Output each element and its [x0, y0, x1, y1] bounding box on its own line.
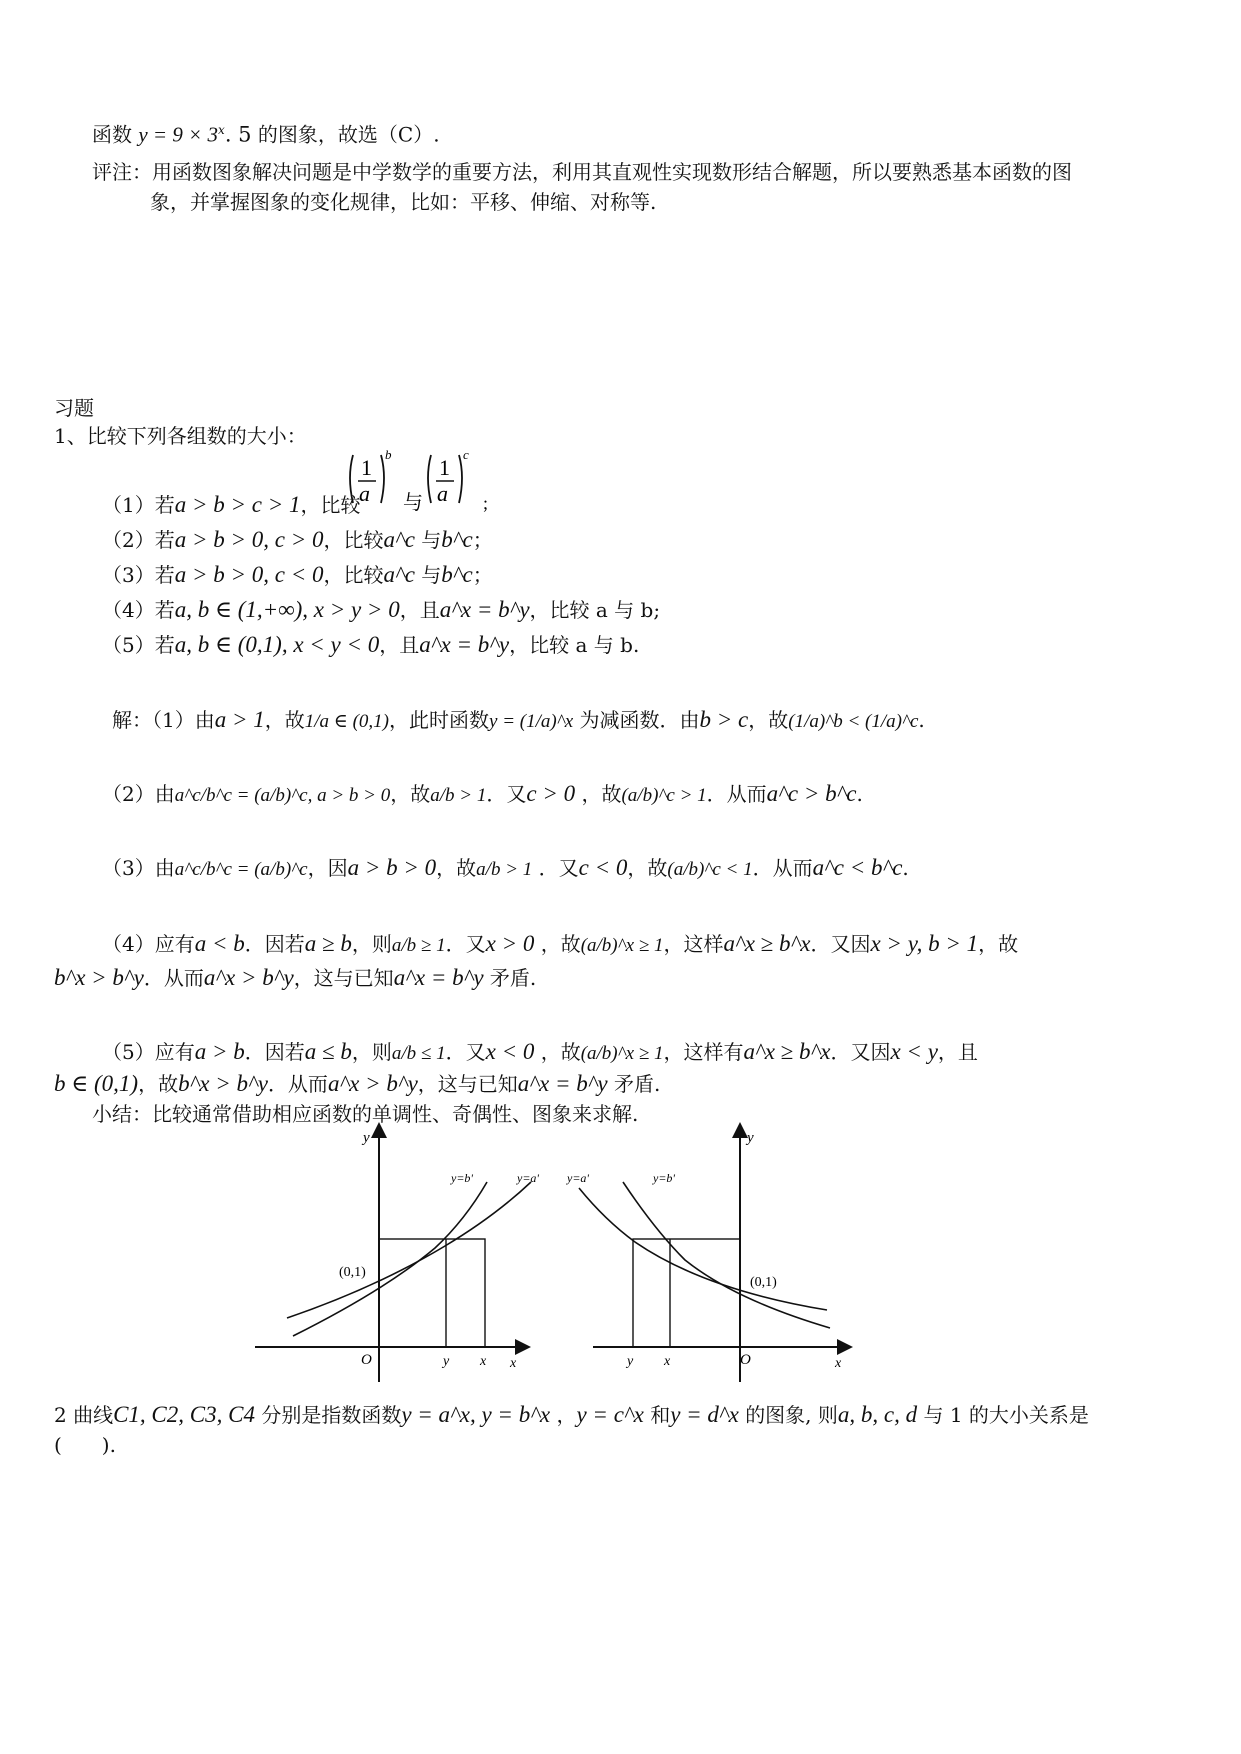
sol-text: （4）应有: [102, 932, 195, 956]
q2-math: y = c^x: [576, 1402, 644, 1427]
part-conj: ，比较 a 与 b;: [529, 598, 661, 622]
formula-tail: . 5: [224, 122, 252, 147]
text-choice: 的图象，故选（C）.: [257, 122, 440, 147]
part-expr2: b^c: [441, 527, 473, 552]
figure-left: [255, 1120, 540, 1385]
sol-text: （3）由: [102, 856, 175, 880]
sol-math: a < b: [194, 931, 245, 956]
point-label: (0,1): [339, 1265, 366, 1280]
y-axis-label: y: [747, 1130, 754, 1146]
sol-text: ．又: [538, 856, 579, 880]
sol-math: a^x ≥ b^x: [743, 1039, 831, 1064]
sol-math: a/b ≥ 1: [391, 935, 446, 956]
sol-math: (a/b)^c < 1: [667, 859, 753, 880]
x-axis-label: x: [835, 1356, 842, 1371]
sol-math: a^c > b^c: [766, 781, 857, 806]
sol-math: c > 0: [526, 781, 576, 806]
q1-part-1-exprs: [343, 447, 503, 517]
exercise-heading: 习题: [54, 396, 94, 420]
sol-math: a ≤ b: [304, 1039, 352, 1064]
q2-text: 与 1 的大小关系是: [923, 1403, 1089, 1427]
sol-text: .: [902, 856, 909, 880]
part-expr1: a^c: [383, 527, 415, 552]
sol-math: a/b > 1: [476, 859, 533, 880]
q2-math: a, b, c, d: [837, 1402, 918, 1427]
sol-math: b^x > b^y: [54, 965, 144, 990]
part-expr2: b^c: [441, 562, 473, 587]
q1-part-3: [102, 563, 493, 587]
sol-math: a > 1: [214, 707, 265, 732]
svg-text:c: c: [463, 447, 469, 462]
part-expr1: a^x = b^y: [419, 632, 510, 657]
q2-text: 的图象, 则: [745, 1403, 838, 1427]
sol-text: ，此时函数: [389, 708, 490, 732]
x-axis-label: x: [510, 1356, 517, 1371]
sol-text: （5）应有: [102, 1040, 195, 1064]
curve-b-label: y=b': [451, 1171, 473, 1185]
sol-math: x < 0: [485, 1039, 535, 1064]
intro-line-1: 函数 $y = 9 \times 3^x$. 5 的图象，故选（C）.: [92, 122, 440, 147]
part-expr1: a^c: [383, 562, 415, 587]
sol-math: a/b > 1: [430, 785, 487, 806]
curve-a-label: y=a': [567, 1171, 589, 1185]
sol-math: (a/b)^x ≥ 1: [580, 1043, 664, 1064]
q1-part-1: [102, 493, 361, 517]
y-axis-label: y: [363, 1130, 370, 1146]
sol-text: ，故: [627, 856, 668, 880]
q2-line-1: [54, 1403, 1089, 1427]
sol-math: (a/b)^x ≥ 1: [580, 935, 664, 956]
part-label: （1）若: [102, 493, 175, 517]
part-conj: 与: [421, 528, 442, 552]
sol-4-line-1: [102, 932, 1018, 958]
sol-text: ．因若: [244, 1040, 305, 1064]
sol-2: [102, 782, 863, 808]
sol-math: b^x > b^y: [178, 1071, 268, 1096]
sol-math: (1/a)^b < (1/a)^c: [788, 711, 919, 732]
sol-text: ，故: [540, 1040, 581, 1064]
part-label: （5）若: [102, 633, 175, 657]
sol-text: ，则: [351, 1040, 392, 1064]
sol-math: a^x > b^y: [327, 1071, 418, 1096]
sol-math: a > b: [194, 1039, 245, 1064]
q1-part-5: [102, 633, 639, 657]
sol-text: ．又: [486, 782, 527, 806]
svg-text:与: 与: [403, 492, 423, 514]
sol-math: 1/a ∈ (0,1): [304, 711, 390, 732]
q2-text: 和: [650, 1403, 671, 1427]
curve-a: [287, 1182, 531, 1318]
sol-4-line-2: [54, 966, 536, 990]
sol-math: x > y, b > 1: [870, 931, 979, 956]
sol-text: 为减函数．由: [579, 708, 700, 732]
sol-5-line-2: [54, 1072, 660, 1096]
text-func: 函数: [92, 122, 132, 147]
sol-text: ，这样有: [663, 1040, 744, 1064]
sol-text: 矛盾.: [613, 1072, 661, 1096]
summary: 小结：比较通常借助相应函数的单调性、奇偶性、图象来求解.: [92, 1102, 639, 1126]
sol-text: ．从而: [267, 1072, 328, 1096]
q2-text: 2 曲线: [54, 1403, 114, 1427]
sol-math: a^x = b^y: [393, 965, 484, 990]
q2-math: C1, C2, C3, C4: [113, 1402, 255, 1427]
part-mid: ，且: [379, 633, 420, 657]
sol-text: ．因若: [244, 932, 305, 956]
sol-text: ，故: [264, 708, 305, 732]
sol-math: c < 0: [578, 855, 628, 880]
q2-math: y = a^x, y = b^x: [401, 1402, 551, 1427]
q1-title: 1、比较下列各组数的大小：: [54, 424, 307, 448]
part-cond: a > b > 0, c < 0: [174, 562, 324, 587]
sol-text: ，故: [748, 708, 789, 732]
sol-text: ，故: [390, 782, 431, 806]
curve-a: [579, 1188, 827, 1310]
sol-text: ．又因: [810, 932, 871, 956]
sol-math: (a/b)^c > 1: [621, 785, 707, 806]
part-label: （3）若: [102, 563, 175, 587]
tick-x-label: x: [664, 1354, 671, 1369]
sol-text: 解：（1）由: [112, 708, 215, 732]
svg-text:a: a: [437, 481, 448, 506]
tick-x-label: x: [480, 1354, 487, 1369]
point-label: (0,1): [750, 1275, 777, 1290]
part-mid: ，比较: [323, 563, 384, 587]
sol-text: ，故: [540, 932, 581, 956]
sol-text: ，故: [138, 1072, 179, 1096]
svg-text:a: a: [359, 481, 370, 506]
sol-3: [102, 856, 909, 882]
sol-5-line-1: [102, 1040, 978, 1066]
sol-math: a^x ≥ b^x: [723, 931, 811, 956]
svg-text:1: 1: [361, 455, 372, 480]
svg-text:1: 1: [439, 455, 450, 480]
comment-line-1: 评注：用函数图象解决问题是中学数学的重要方法，利用其直观性实现数形结合解题，所以要熟悉基本函数的图: [92, 160, 1072, 184]
part-conj: ，比较 a 与 b.: [509, 633, 640, 657]
sol-text: .: [918, 708, 925, 732]
part-cond: a, b ∈ (1,+∞), x > y > 0: [174, 597, 400, 622]
sol-math: a^c/b^c = (a/b)^c: [174, 859, 308, 880]
part-label: （2）若: [102, 528, 175, 552]
sol-text: ，则: [351, 932, 392, 956]
sol-math: y = (1/a)^x: [489, 711, 574, 732]
sol-text: .: [856, 782, 863, 806]
sol-math: a^c/b^c = (a/b)^c, a > b > 0: [174, 785, 391, 806]
sol-math: a^c < b^c: [812, 855, 903, 880]
sol-1: [112, 708, 925, 734]
part-cond: a > b > 0, c > 0: [174, 527, 324, 552]
sol-text: ，且: [937, 1040, 978, 1064]
part-end: ；: [472, 563, 493, 587]
curve-b-label: y=b': [653, 1171, 675, 1185]
sol-text: ，这与已知: [293, 966, 394, 990]
sol-math: a ≥ b: [304, 931, 352, 956]
sol-math: a^x = b^y: [517, 1071, 608, 1096]
part-cond: a, b ∈ (0,1), x < y < 0: [174, 632, 380, 657]
sol-text: （2）由: [102, 782, 175, 806]
q1-part-2: [102, 528, 493, 552]
q2-answer-paren: ( ).: [54, 1433, 116, 1457]
sol-text: ，因: [307, 856, 348, 880]
comment-line-2: 象，并掌握图象的变化规律，比如：平移、伸缩、对称等.: [150, 190, 657, 214]
part-mid: ，比较: [300, 493, 361, 517]
sol-text: ．又: [445, 932, 486, 956]
sol-text: ，故: [581, 782, 622, 806]
curve-b: [623, 1182, 830, 1328]
tick-y-label: y: [627, 1354, 634, 1369]
sol-text: ，这样: [663, 932, 724, 956]
sol-text: ，这与已知: [417, 1072, 518, 1096]
sol-text: ，故: [978, 932, 1019, 956]
curve-a-label: y=a': [517, 1171, 539, 1185]
part-label: （4）若: [102, 598, 175, 622]
sol-text: ，故: [436, 856, 477, 880]
sol-math: a > b > 0: [347, 855, 437, 880]
sol-text: ．又因: [830, 1040, 891, 1064]
sol-math: x < y: [890, 1039, 938, 1064]
sol-math: b ∈ (0,1): [54, 1071, 139, 1096]
sol-math: a/b ≤ 1: [391, 1043, 446, 1064]
svg-text:;: ;: [483, 493, 489, 513]
part-mid: ，且: [399, 598, 440, 622]
sol-text: ．从而: [706, 782, 767, 806]
svg-text:b: b: [385, 447, 392, 462]
q1-part-4: [102, 598, 660, 622]
sol-text: ．从而: [143, 966, 204, 990]
q2-text: 分别是指数函数: [261, 1403, 402, 1427]
sol-math: b > c: [699, 707, 749, 732]
part-cond: a > b > c > 1: [174, 492, 301, 517]
sol-math: x > 0: [485, 931, 535, 956]
q2-text: ，: [556, 1403, 577, 1427]
part-conj: 与: [421, 563, 442, 587]
formula-y: y = 9 × 3: [138, 122, 219, 147]
helper-rect: [379, 1239, 485, 1347]
curve-b: [293, 1182, 487, 1336]
part-mid: ，比较: [323, 528, 384, 552]
sol-text: ．从而: [752, 856, 813, 880]
q2-math: y = d^x: [670, 1402, 739, 1427]
part-end: ；: [472, 528, 493, 552]
sol-math: a^x > b^y: [203, 965, 294, 990]
helper-rect: [633, 1239, 740, 1347]
origin-label: O: [361, 1352, 372, 1368]
part-expr1: a^x = b^y: [439, 597, 530, 622]
sol-text: 矛盾.: [489, 966, 537, 990]
tick-y-label: y: [443, 1354, 450, 1369]
sol-text: ．又: [445, 1040, 486, 1064]
figure-right: [565, 1120, 855, 1385]
origin-label: O: [740, 1352, 751, 1368]
